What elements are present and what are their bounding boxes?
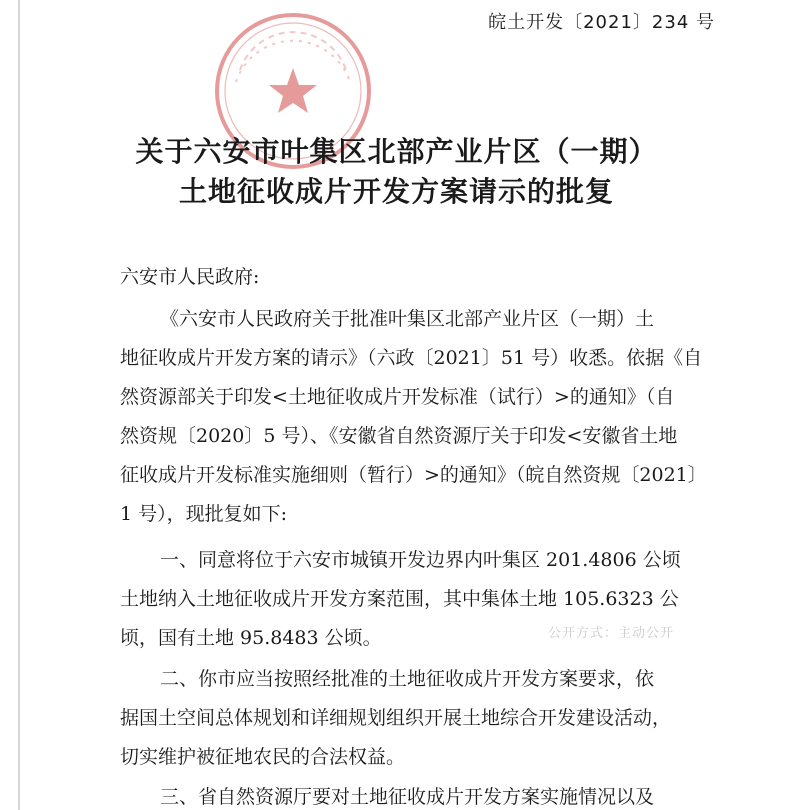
body-line: 二、你市应当按照经批准的土地征收成片开发方案要求，依: [160, 668, 655, 690]
body-line: 1 号），现批复如下:: [120, 503, 288, 525]
salutation: 六安市人民政府:: [120, 266, 260, 288]
body-line: 三、省自然资源厅要对土地征收成片开发方案实施情况以及: [160, 786, 655, 808]
body-line: 切实维护被征地农民的合法权益。: [120, 746, 406, 768]
body-line: 征收成片开发标准实施细则（暂行）>的通知》（皖自然资规〔2021〕: [120, 464, 707, 486]
body-line: 一、同意将位于六安市城镇开发边界内叶集区 201.4806 公顷: [160, 549, 681, 571]
body-line: 《六安市人民政府关于批准叶集区北部产业片区（一期）土: [160, 308, 655, 330]
page-edge-rule: [18, 0, 20, 810]
document-title-line-2: 土地征收成片开发方案请示的批复: [178, 175, 614, 208]
body-line: 顷，国有土地 95.8483 公顷。: [120, 627, 382, 649]
body-line: 然资源部关于印发<土地征收成片开发标准（试行）>的通知》（自: [120, 386, 675, 408]
body-line: 土地纳入土地征收成片开发方案范围，其中集体土地 105.6323 公: [120, 588, 679, 610]
disclosure-watermark: 公开方式：主动公开: [548, 626, 675, 641]
document-number: 皖土开发〔2021〕234 号: [488, 12, 715, 33]
body-line: 然资规〔2020〕5 号）、《安徽省自然资源厅关于印发<安徽省土地: [120, 425, 678, 447]
document-title-line-1: 关于六安市叶集区北部产业片区（一期）: [135, 135, 658, 168]
body-line: 据国土空间总体规划和详细规划组织开展土地综合开发建设活动，: [120, 707, 672, 729]
body-line: 地征收成片开发方案的请示》（六政〔2021〕51 号）收悉。依据《自: [120, 347, 703, 369]
